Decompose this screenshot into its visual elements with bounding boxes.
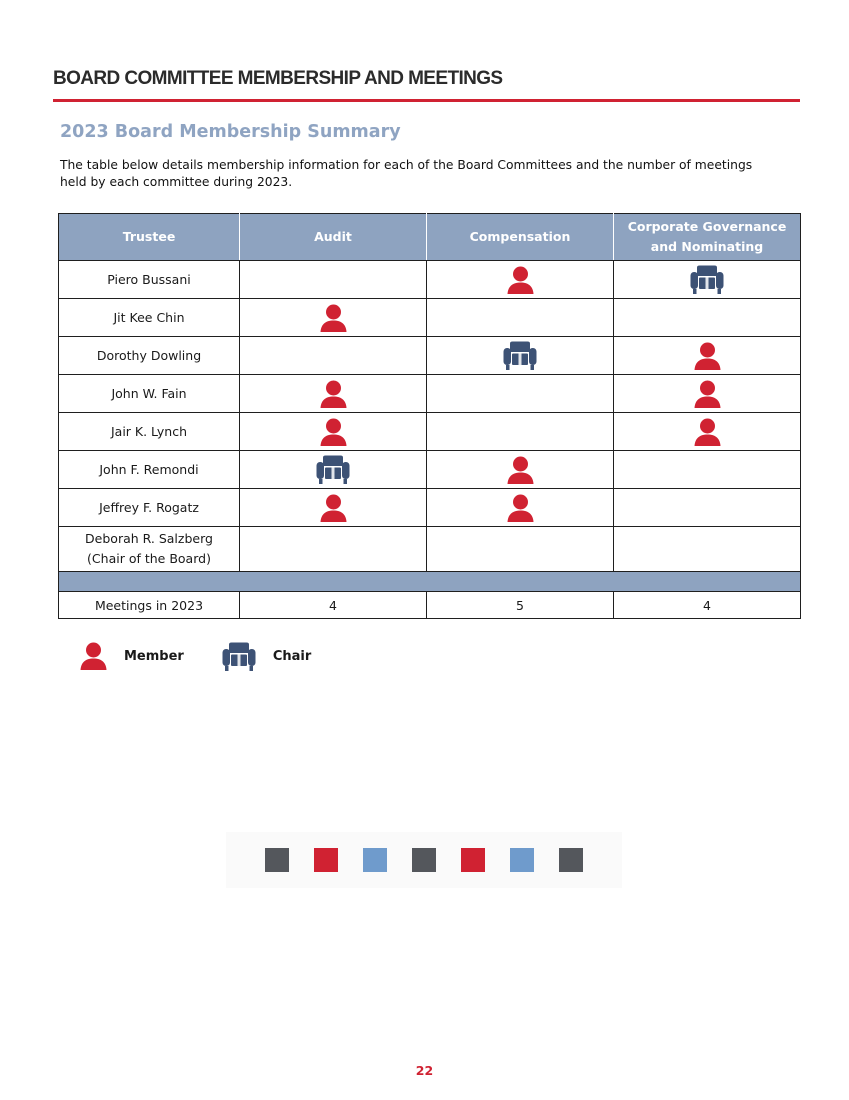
legend-member [80,642,184,670]
member-icon [507,494,534,522]
governance-cell [614,489,801,527]
audit-cell [240,261,427,299]
chair-icon [690,265,724,294]
trustee-name [59,375,240,413]
legend-member-label: Member [124,648,184,664]
intro-paragraph [60,157,780,191]
member-icon [507,266,534,294]
audit-cell [240,527,427,572]
member-icon [507,456,534,484]
chair-icon [503,341,537,370]
governance-cell [614,413,801,451]
meetings-row [59,592,801,619]
compensation-cell [427,527,614,572]
trustee-name [59,299,240,337]
header-governance-line2: and Nominating [650,239,764,254]
governance-cell [614,375,801,413]
decorative-square [265,848,289,872]
trustee-name-text: Piero Bussani [107,272,191,287]
trustee-name [59,413,240,451]
header-trustee: Trustee [59,214,240,261]
chair-icon [316,455,350,484]
decorative-square [510,848,534,872]
trustee-name [59,261,240,299]
table-row [59,299,801,337]
governance-cell [614,261,801,299]
trustee-name [59,451,240,489]
compensation-cell [427,413,614,451]
compensation-cell [427,375,614,413]
member-icon [320,304,347,332]
header-audit: Audit [240,214,427,261]
audit-cell [240,299,427,337]
meetings-label: Meetings in 2023 [59,592,240,619]
table-row [59,261,801,299]
decorative-square [412,848,436,872]
decorative-square [363,848,387,872]
member-icon [320,494,347,522]
meetings-audit: 4 [240,592,427,619]
trustee-name [59,337,240,375]
trustee-name-text: John F. Remondi [99,462,199,477]
trustee-name-text: John W. Fain [111,386,187,401]
audit-cell [240,375,427,413]
decorative-square [314,848,338,872]
decorative-square [559,848,583,872]
trustee-name [59,489,240,527]
member-icon [694,418,721,446]
trustee-name-text: Dorothy Dowling [96,348,202,363]
compensation-cell [427,299,614,337]
person-icon [80,642,107,670]
governance-cell [614,527,801,572]
spacer-row [59,572,801,592]
decorative-square [461,848,485,872]
armchair-icon [222,642,256,671]
member-icon [694,342,721,370]
section-heading: BOARD COMMITTEE MEMBERSHIP AND MEETINGS [53,68,800,102]
table-row [59,337,801,375]
spacer-cell [59,572,801,592]
legend [80,640,311,672]
trustee-name-text: Deborah R. Salzberg [85,531,213,546]
table-row [59,489,801,527]
page-number: 22 [415,1063,434,1078]
audit-cell [240,337,427,375]
membership-table [58,213,801,619]
compensation-cell [427,261,614,299]
trustee-name [59,527,240,572]
intro-line-1: The table below details membership information for each of the Board Committees and the number of meetings [60,158,753,172]
audit-cell [240,413,427,451]
header-compensation: Compensation [427,214,614,261]
member-icon [320,418,347,446]
table-row [59,527,801,572]
meetings-compensation: 5 [427,592,614,619]
audit-cell [240,451,427,489]
table-row [59,375,801,413]
member-icon [320,380,347,408]
table-row [59,413,801,451]
legend-chair-label: Chair [272,648,312,664]
audit-cell [240,489,427,527]
governance-cell [614,299,801,337]
header-governance [614,214,801,261]
meetings-governance: 4 [614,592,801,619]
trustee-name-text: Jair K. Lynch [110,424,187,439]
intro-line-2: held by each committee during 2023. [60,175,293,189]
header-governance-line1: Corporate Governance [627,219,787,234]
member-icon [694,380,721,408]
decorative-squares [226,832,622,888]
trustee-name-text: Jeffrey F. Rogatz [99,500,199,515]
governance-cell [614,337,801,375]
header-row [59,214,801,261]
trustee-role-text: (Chair of the Board) [87,551,211,566]
subheading: 2023 Board Membership Summary [60,122,401,142]
governance-cell [614,451,801,489]
compensation-cell [427,337,614,375]
table-row [59,451,801,489]
legend-chair [222,642,311,671]
compensation-cell [427,451,614,489]
compensation-cell [427,489,614,527]
trustee-name-text: Jit Kee Chin [113,310,185,325]
